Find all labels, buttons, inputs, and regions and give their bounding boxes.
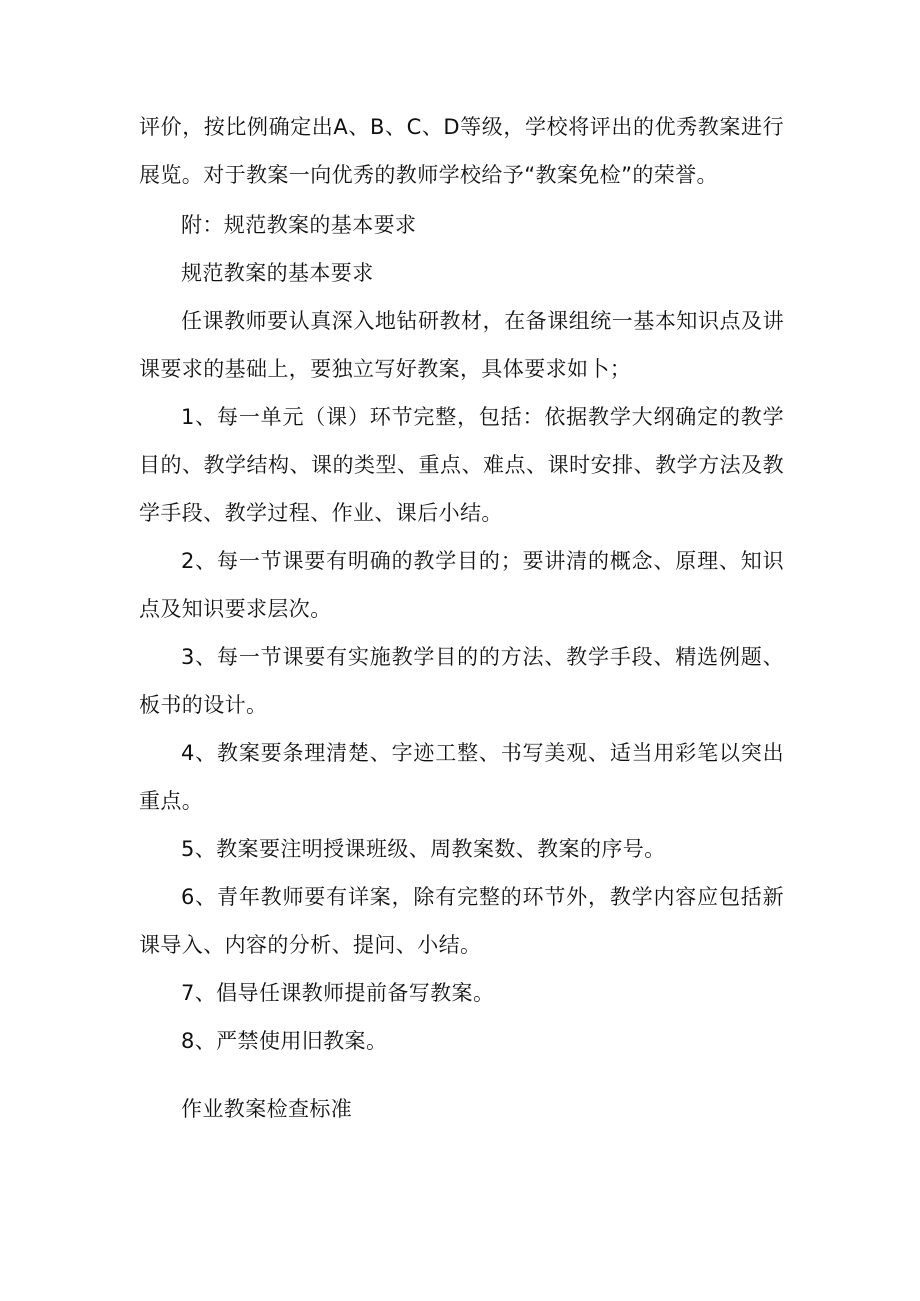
requirement-item-3: 3、每一节课要有实施教学目的的方法、教学手段、精选例题、板书的设计。 [139, 645, 784, 717]
requirement-item-1: 1、每一单元（课）环节完整，包括：依据教学大纲确定的教学目的、教学结构、课的类型、重点、难点、课时安排、教学方法及教学手段、教学过程、作业、课后小结。 [139, 405, 784, 525]
intro-paragraph: 评价，按比例确定出A、B、C、D等级，学校将评出的优秀教案进行展览。对于教案一向优秀的教师学校给予“教案免检”的荣誉。 [139, 115, 784, 187]
requirement-item-7: 7、倡导任课教师提前备写教案。 [181, 981, 495, 1005]
lead-paragraph: 任课教师要认真深入地钻研教材，在备课组统一基本知识点及讲课要求的基础上，要独立写好教案，具体要求如卜； [139, 309, 784, 381]
requirement-item-4: 4、教案要条理清楚、字迹工整、书写美观、适当用彩笔以突出重点。 [139, 741, 784, 813]
requirement-item-5: 5、教案要注明授课班级、周教案数、教案的序号。 [181, 837, 666, 861]
section-heading: 规范教案的基本要求 [181, 261, 374, 285]
requirement-item-8: 8、严禁使用旧教案。 [181, 1029, 388, 1053]
document-body [139, 103, 784, 1133]
requirement-item-2: 2、每一节课要有明确的教学目的；要讲清的概念、原理、知识点及知识要求层次。 [139, 549, 784, 621]
next-section-heading: 作业教案检查标准 [181, 1097, 353, 1121]
requirement-item-6: 6、青年教师要有详案，除有完整的环节外，教学内容应包括新课导入、内容的分析、提问、小结。 [139, 885, 784, 957]
annex-title: 附：规范教案的基本要求 [181, 213, 417, 237]
